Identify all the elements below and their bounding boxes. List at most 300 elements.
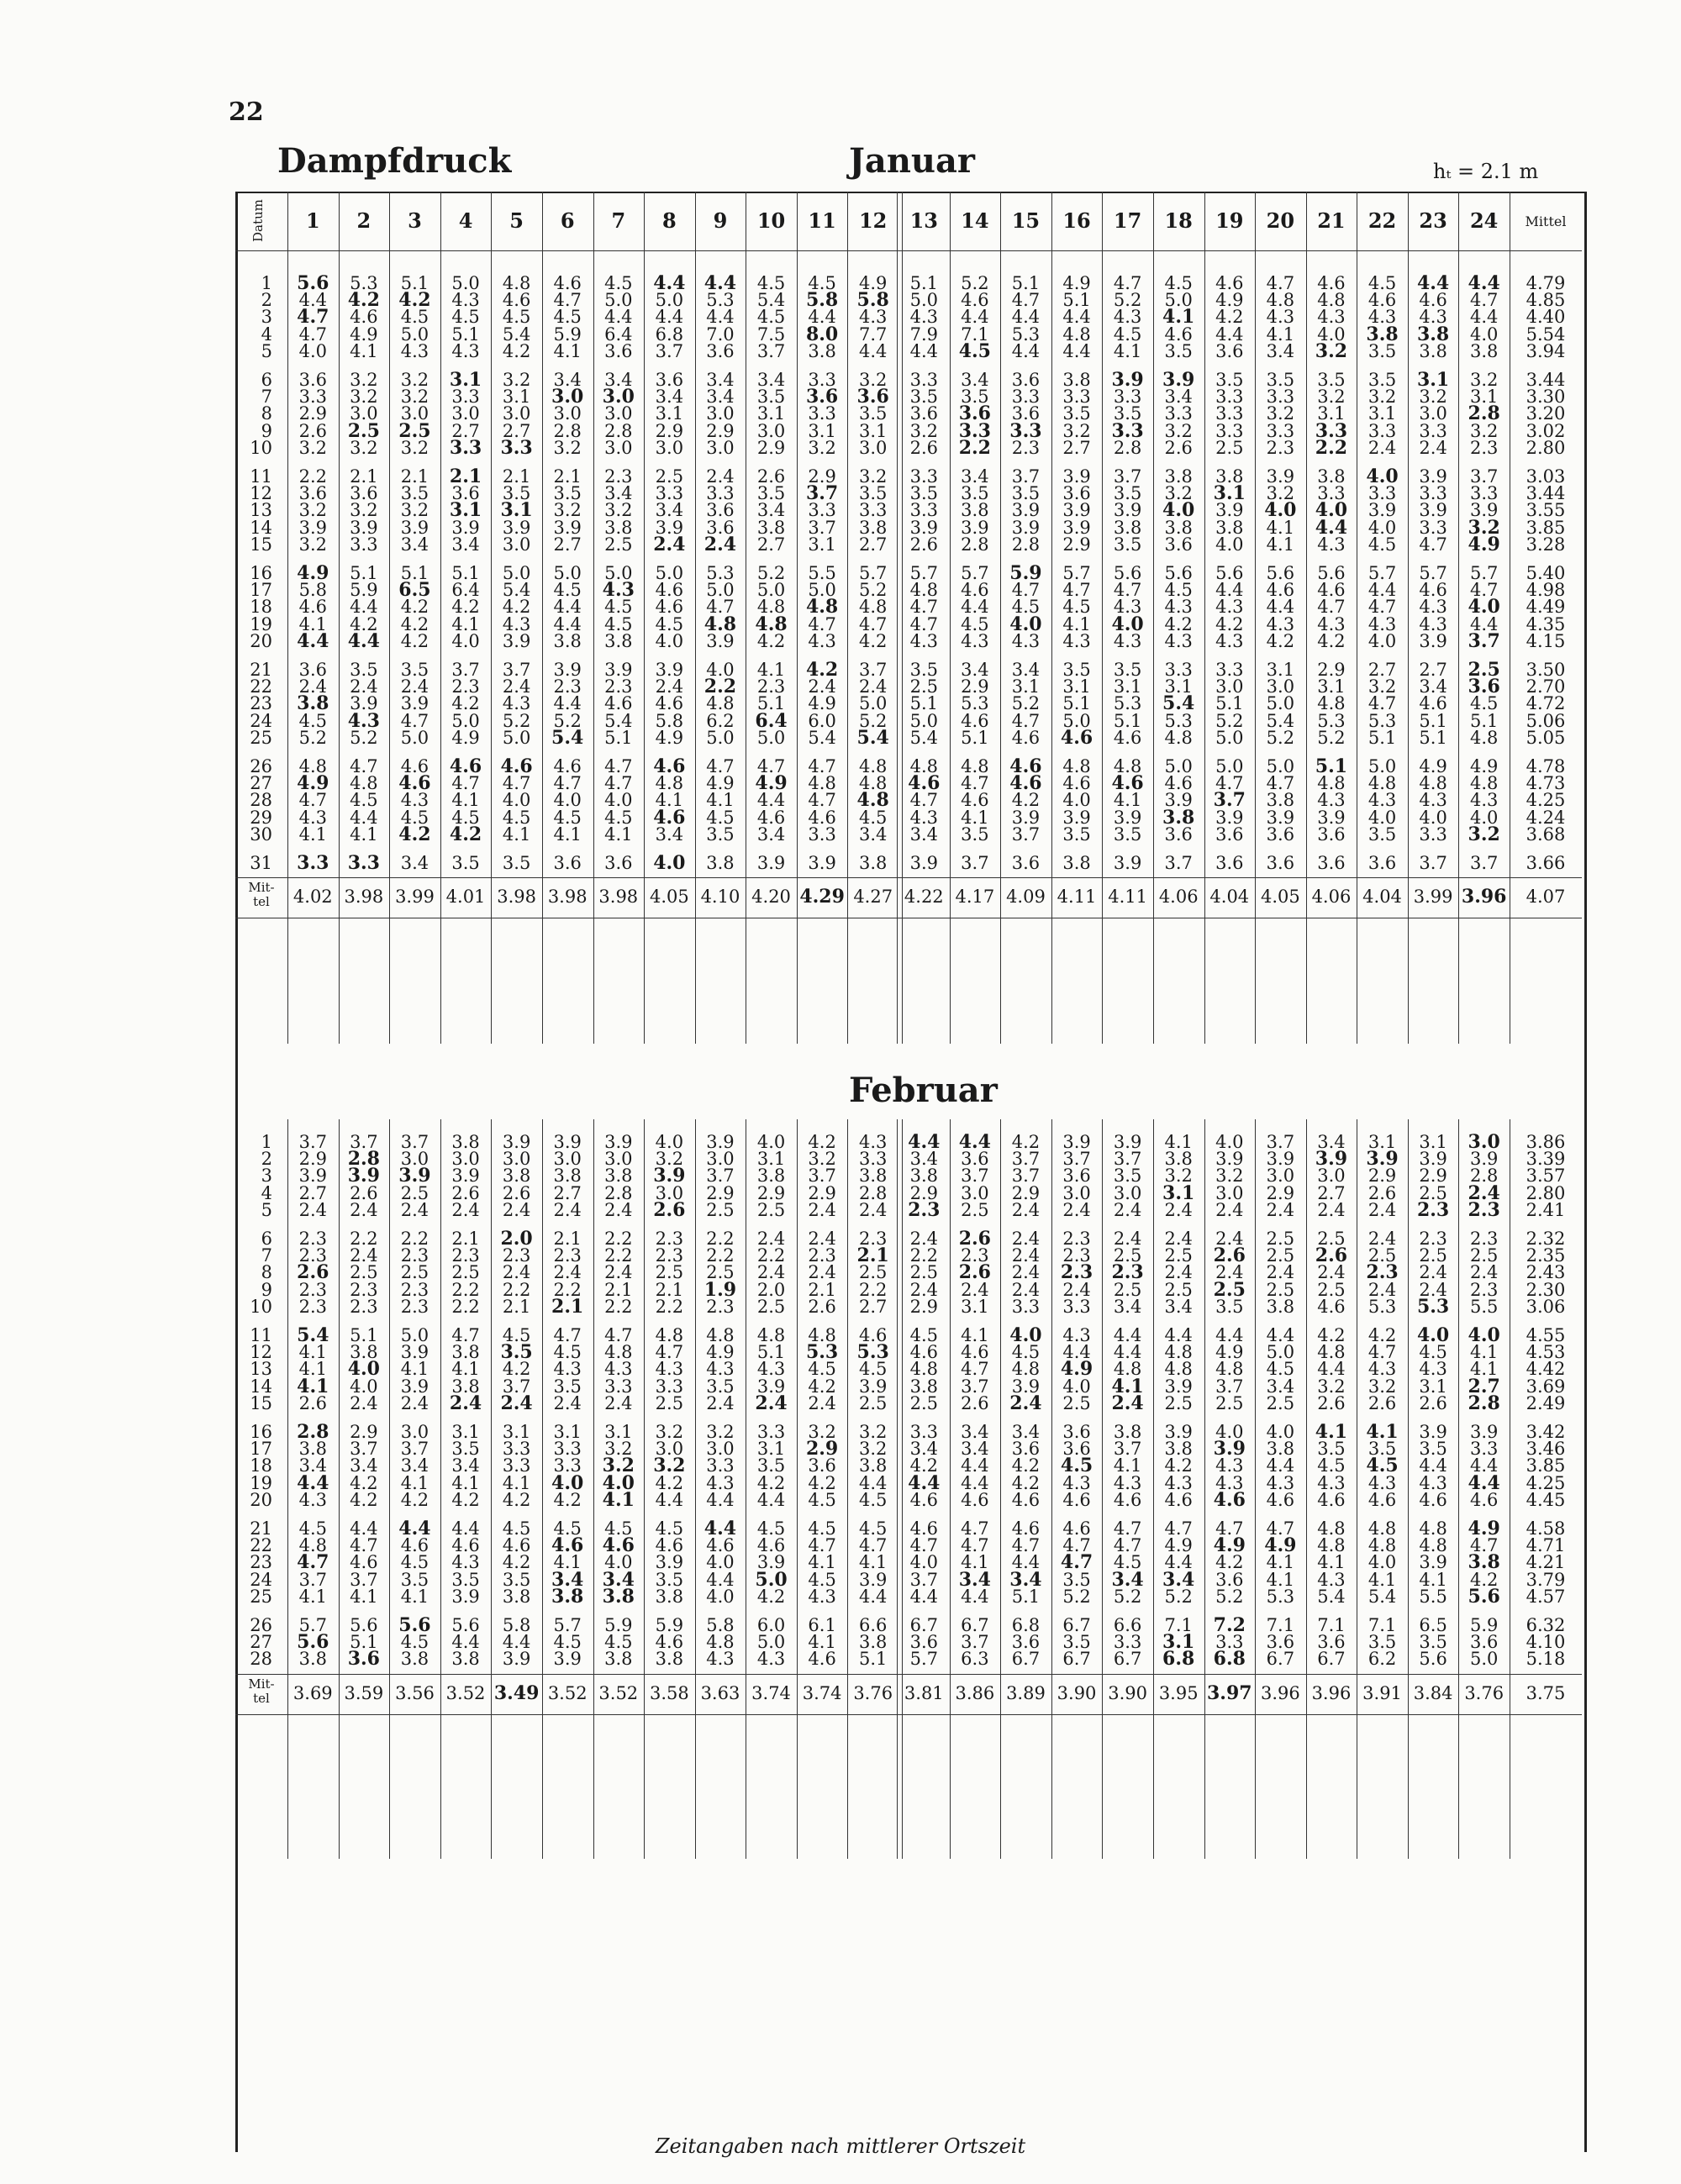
table-cell: 3.6 xyxy=(1317,824,1346,845)
table-cell: 4.5 xyxy=(604,1632,633,1653)
row-mean: 3.85 xyxy=(1526,517,1566,538)
table-cell: 2.4 xyxy=(808,1229,836,1249)
table-cell: 4.4 xyxy=(961,1586,989,1607)
table-cell: 2.3 xyxy=(756,676,786,697)
table-cell: 2.4 xyxy=(500,1392,533,1414)
table-cell: 3.3 xyxy=(808,824,836,845)
table-cell: 4.2 xyxy=(1469,1569,1499,1590)
table-cell: 4.4 xyxy=(1164,1325,1193,1345)
table-cell: 4.6 xyxy=(449,755,482,777)
row-mean: 2.41 xyxy=(1526,1199,1566,1220)
table-cell: 2.4 xyxy=(449,1392,482,1414)
table-cell: 3.7 xyxy=(1469,466,1499,487)
table-cell: 4.6 xyxy=(350,1552,378,1573)
table-cell: 6.1 xyxy=(808,1615,836,1635)
row-mean: 3.44 xyxy=(1526,483,1566,504)
table-cell: 4.5 xyxy=(502,307,531,328)
table-cell: 4.1 xyxy=(400,1359,429,1380)
table-cell: 3.3 xyxy=(1062,387,1091,408)
table-cell: 2.9 xyxy=(756,437,786,458)
table-cell: 4.6 xyxy=(909,1489,938,1510)
table-cell: 4.5 xyxy=(1011,1342,1041,1363)
table-cell: 4.3 xyxy=(1215,597,1244,618)
table-cell: 3.2 xyxy=(655,1149,684,1170)
table-cell: 3.2 xyxy=(1367,1376,1397,1397)
table-cell: 4.3 xyxy=(1419,1359,1447,1380)
table-cell: 3.3 xyxy=(1315,419,1348,442)
table-cell: 5.2 xyxy=(1011,693,1041,714)
table-cell: 2.4 xyxy=(1469,1262,1499,1283)
row-day-16: 16 xyxy=(250,563,272,583)
row-day-18: 18 xyxy=(250,1455,272,1476)
table-cell: 2.3 xyxy=(1062,1229,1091,1249)
table-cell: 3.3 xyxy=(297,852,329,874)
table-cell: 5.0 xyxy=(553,563,582,583)
table-cell: 4.4 xyxy=(1315,516,1348,539)
table-cell: 4.7 xyxy=(1011,580,1041,601)
table-cell: 3.8 xyxy=(1215,466,1244,487)
table-cell: 3.2 xyxy=(1367,676,1397,697)
table-cell: 4.0 xyxy=(604,1552,633,1573)
table-cell: 2.1 xyxy=(856,1245,889,1267)
table-cell: 3.6 xyxy=(1469,1632,1499,1653)
row-mean: 4.42 xyxy=(1526,1359,1566,1380)
table-cell: 4.1 xyxy=(350,340,378,361)
table-cell: 2.2 xyxy=(604,1229,633,1249)
table-cell: 4.5 xyxy=(1113,1552,1142,1573)
table-cell: 4.3 xyxy=(1011,630,1041,651)
table-cell: 4.1 xyxy=(350,1586,378,1607)
table-cell: 4.6 xyxy=(655,597,684,618)
table-cell: 6.6 xyxy=(1113,1615,1142,1635)
row-mean: 3.20 xyxy=(1526,403,1566,424)
row-day-11: 11 xyxy=(250,466,272,487)
table-cell: 3.7 xyxy=(1213,789,1246,812)
table-cell: 4.7 xyxy=(909,613,938,634)
table-cell: 2.3 xyxy=(1416,1198,1450,1221)
table-cell: 2.3 xyxy=(553,1245,582,1266)
table-cell: 3.6 xyxy=(1011,403,1041,424)
table-cell: 4.5 xyxy=(655,1518,684,1539)
table-cell: 2.2 xyxy=(298,466,327,487)
table-cell: 3.3 xyxy=(1111,419,1144,442)
table-cell: 3.6 xyxy=(1266,853,1295,873)
row-mean: 5.18 xyxy=(1526,1649,1566,1670)
row-mean: 4.24 xyxy=(1526,807,1566,828)
table-cell: 3.8 xyxy=(1164,1439,1193,1460)
table-cell: 4.7 xyxy=(604,756,633,776)
table-cell: 3.7 xyxy=(1469,853,1499,873)
table-cell: 4.7 xyxy=(961,1359,989,1380)
table-cell: 4.5 xyxy=(858,1518,888,1539)
footer-note: Zeitangaben nach mittlerer Ortszeit xyxy=(655,2134,1026,2158)
table-cell: 5.8 xyxy=(298,580,327,601)
table-cell: 2.3 xyxy=(400,1296,429,1317)
table-cell: 5.2 xyxy=(1215,1586,1244,1607)
table-cell: 4.1 xyxy=(1113,790,1142,811)
table-cell: 2.4 xyxy=(1009,1392,1042,1414)
table-cell: 3.6 xyxy=(1266,1632,1295,1653)
table-cell: 5.0 xyxy=(808,580,836,601)
table-cell: 4.3 xyxy=(1062,1325,1091,1345)
table-cell: 4.3 xyxy=(706,1359,735,1380)
table-cell: 4.1 xyxy=(1162,306,1195,329)
table-cell: 4.4 xyxy=(1164,1552,1193,1573)
mittel-cell: 4.01 xyxy=(445,887,486,908)
table-cell: 4.7 xyxy=(961,773,989,794)
row-mean: 3.66 xyxy=(1526,853,1566,873)
table-cell: 4.2 xyxy=(1215,307,1244,328)
table-cell: 3.0 xyxy=(604,437,633,458)
table-cell: 4.1 xyxy=(298,824,327,845)
table-cell: 3.9 xyxy=(1164,1376,1193,1397)
table-cell: 2.8 xyxy=(1468,1392,1500,1414)
table-cell: 2.4 xyxy=(350,676,378,697)
row-mean: 2.70 xyxy=(1526,676,1566,697)
table-cell: 4.9 xyxy=(1215,290,1244,311)
header-hour-8: 8 xyxy=(662,208,677,233)
table-cell: 4.8 xyxy=(961,756,989,776)
table-cell: 4.7 xyxy=(1113,273,1142,293)
table-cell: 3.6 xyxy=(1317,853,1346,873)
table-cell: 4.6 xyxy=(602,1534,635,1557)
table-cell: 2.5 xyxy=(1266,1392,1295,1413)
table-cell: 4.3 xyxy=(1367,1359,1397,1380)
table-cell: 4.5 xyxy=(553,1342,582,1363)
table-cell: 3.4 xyxy=(1111,1568,1144,1591)
table-cell: 2.3 xyxy=(1111,1261,1144,1284)
table-cell: 3.7 xyxy=(1011,1166,1041,1187)
table-cell: 2.9 xyxy=(298,1149,327,1170)
table-cell: 2.5 xyxy=(961,1199,989,1220)
table-cell: 4.5 xyxy=(1164,580,1193,601)
mittel-cell: 3.89 xyxy=(1006,1682,1046,1703)
table-cell: 3.7 xyxy=(805,482,839,505)
row-day-7: 7 xyxy=(261,1245,272,1266)
table-cell: 2.5 xyxy=(1062,1392,1091,1413)
mittel-cell: 3.63 xyxy=(700,1682,740,1703)
table-cell: 2.4 xyxy=(400,1199,429,1220)
table-cell: 3.5 xyxy=(1367,824,1397,845)
table-cell: 4.3 xyxy=(604,1359,633,1380)
table-cell: 3.3 xyxy=(1367,483,1397,504)
table-cell: 2.1 xyxy=(604,1279,633,1300)
table-cell: 4.9 xyxy=(1419,756,1447,776)
table-cell: 3.3 xyxy=(909,466,938,487)
table-cell: 4.0 xyxy=(706,1552,735,1573)
table-cell: 5.4 xyxy=(1162,692,1195,715)
table-cell: 4.7 xyxy=(553,290,582,311)
table-cell: 3.5 xyxy=(451,1569,480,1590)
table-cell: 3.3 xyxy=(1367,420,1397,441)
table-cell: 3.9 xyxy=(1419,630,1447,651)
table-cell: 4.6 xyxy=(909,1342,938,1363)
table-cell: 4.2 xyxy=(808,1132,836,1152)
table-cell: 5.2 xyxy=(961,273,989,293)
table-cell: 4.8 xyxy=(858,773,888,794)
row-day-9: 9 xyxy=(261,420,272,441)
table-cell: 5.0 xyxy=(400,324,429,345)
table-cell: 5.7 xyxy=(1469,563,1499,583)
table-cell: 2.8 xyxy=(858,1182,888,1203)
mittel-cell: 4.02 xyxy=(292,887,333,908)
table-cell: 3.1 xyxy=(1317,403,1346,424)
table-cell: 4.1 xyxy=(1164,1132,1193,1152)
table-cell: 3.2 xyxy=(1266,483,1295,504)
table-cell: 3.5 xyxy=(1317,1439,1346,1460)
table-cell: 5.4 xyxy=(1367,1586,1397,1607)
table-cell: 4.2 xyxy=(1215,613,1244,634)
table-cell: 4.0 xyxy=(604,790,633,811)
table-cell: 4.6 xyxy=(1062,1489,1091,1510)
table-cell: 3.3 xyxy=(502,1455,531,1476)
table-cell: 2.4 xyxy=(502,676,531,697)
table-cell: 3.9 xyxy=(1213,1438,1246,1460)
table-cell: 3.4 xyxy=(604,370,633,390)
table-cell: 5.5 xyxy=(1469,1296,1499,1317)
table-cell: 2.5 xyxy=(604,534,633,555)
table-cell: 3.4 xyxy=(909,1439,938,1460)
table-cell: 3.7 xyxy=(1113,466,1142,487)
table-cell: 4.8 xyxy=(756,597,786,618)
table-cell: 3.6 xyxy=(1011,370,1041,390)
table-cell: 3.7 xyxy=(1266,1132,1295,1152)
table-cell: 2.4 xyxy=(400,676,429,697)
table-cell: 2.8 xyxy=(604,1182,633,1203)
row-day-31: 31 xyxy=(250,853,272,873)
table-cell: 6.8 xyxy=(655,324,684,345)
table-cell: 3.2 xyxy=(808,437,836,458)
table-cell: 4.1 xyxy=(1062,613,1091,634)
table-cell: 3.6 xyxy=(655,370,684,390)
table-cell: 4.4 xyxy=(908,1471,941,1494)
table-cell: 5.1 xyxy=(451,324,480,345)
table-cell: 4.3 xyxy=(909,307,938,328)
table-cell: 2.4 xyxy=(1164,1199,1193,1220)
table-cell: 4.4 xyxy=(909,1586,938,1607)
table-cell: 4.4 xyxy=(451,1632,480,1653)
row-day-4: 4 xyxy=(261,1182,272,1203)
table-cell: 3.6 xyxy=(1317,1632,1346,1653)
table-cell: 3.3 xyxy=(1317,483,1346,504)
table-cell: 3.9 xyxy=(1315,1148,1348,1171)
table-cell: 3.7 xyxy=(1011,1149,1041,1170)
row-mean: 2.80 xyxy=(1526,1182,1566,1203)
row-day-13: 13 xyxy=(250,1359,272,1380)
table-cell: 5.3 xyxy=(805,1341,839,1364)
table-cell: 3.1 xyxy=(451,1422,480,1442)
table-cell: 5.4 xyxy=(604,710,633,731)
table-cell: 4.2 xyxy=(347,289,380,312)
table-cell: 3.9 xyxy=(604,1132,633,1152)
table-cell: 2.4 xyxy=(1468,1181,1500,1204)
table-cell: 3.8 xyxy=(451,1376,480,1397)
table-cell: 3.0 xyxy=(1468,1131,1500,1153)
table-cell: 4.3 xyxy=(1266,1472,1295,1493)
table-cell: 5.1 xyxy=(350,1325,378,1345)
table-cell: 4.4 xyxy=(961,597,989,618)
table-cell: 5.2 xyxy=(1164,1586,1193,1607)
table-cell: 4.4 xyxy=(961,307,989,328)
table-cell: 6.5 xyxy=(398,579,431,602)
table-cell: 2.8 xyxy=(1011,534,1041,555)
table-cell: 4.1 xyxy=(298,613,327,634)
month-title-januar: Januar xyxy=(849,141,975,181)
table-cell: 4.3 xyxy=(1317,1472,1346,1493)
table-cell: 4.6 xyxy=(1419,580,1447,601)
table-cell: 3.9 xyxy=(1113,1132,1142,1152)
table-cell: 5.4 xyxy=(1266,710,1295,731)
table-cell: 6.7 xyxy=(1062,1649,1091,1670)
table-cell: 4.6 xyxy=(400,756,429,776)
table-cell: 2.4 xyxy=(298,676,327,697)
table-cell: 3.9 xyxy=(502,517,531,538)
table-cell: 2.3 xyxy=(502,1245,531,1266)
table-cell: 7.5 xyxy=(756,324,786,345)
table-cell: 4.8 xyxy=(1419,1535,1447,1556)
table-cell: 3.2 xyxy=(1164,483,1193,504)
table-cell: 4.7 xyxy=(604,773,633,794)
row-day-10: 10 xyxy=(250,437,272,458)
table-cell: 3.8 xyxy=(1062,370,1091,390)
table-cell: 3.3 xyxy=(909,1422,938,1442)
table-cell: 3.9 xyxy=(502,630,531,651)
table-cell: 3.1 xyxy=(449,369,482,391)
table-cell: 4.2 xyxy=(553,1489,582,1510)
row-mean: 4.71 xyxy=(1526,1535,1566,1556)
table-cell: 4.9 xyxy=(350,324,378,345)
table-cell: 3.4 xyxy=(756,500,786,521)
table-cell: 2.4 xyxy=(1164,1229,1193,1249)
table-cell: 3.3 xyxy=(1419,483,1447,504)
table-cell: 6.7 xyxy=(1113,1649,1142,1670)
table-cell: 5.0 xyxy=(1062,710,1091,731)
row-day-14: 14 xyxy=(250,1376,272,1397)
row-day-21: 21 xyxy=(250,1518,272,1539)
table-cell: 4.1 xyxy=(655,790,684,811)
table-cell: 5.6 xyxy=(1164,563,1193,583)
header-hour-23: 23 xyxy=(1419,208,1447,233)
table-cell: 3.8 xyxy=(297,692,329,715)
table-cell: 4.2 xyxy=(1011,1472,1041,1493)
table-cell: 4.2 xyxy=(909,1455,938,1476)
table-cell: 2.3 xyxy=(1469,1229,1499,1249)
table-cell: 4.4 xyxy=(347,629,380,652)
table-cell: 3.6 xyxy=(604,853,633,873)
table-cell: 4.8 xyxy=(909,756,938,776)
row-mean: 3.44 xyxy=(1526,370,1566,390)
table-cell: 4.8 xyxy=(1113,1359,1142,1380)
table-cell: 4.4 xyxy=(1062,340,1091,361)
table-cell: 4.4 xyxy=(350,1518,378,1539)
row-mean: 4.25 xyxy=(1526,1472,1566,1493)
table-cell: 4.1 xyxy=(400,1472,429,1493)
table-cell: 3.9 xyxy=(756,1552,786,1573)
table-cell: 2.7 xyxy=(553,534,582,555)
table-cell: 3.9 xyxy=(1062,807,1091,828)
table-cell: 4.6 xyxy=(756,1535,786,1556)
table-cell: 3.4 xyxy=(1164,1296,1193,1317)
table-cell: 4.1 xyxy=(502,824,531,845)
mittel-cell: 3.74 xyxy=(802,1682,842,1703)
row-day-7: 7 xyxy=(261,387,272,408)
table-cell: 3.1 xyxy=(1164,676,1193,697)
table-cell: 4.6 xyxy=(604,693,633,714)
table-cell: 4.0 xyxy=(1367,1552,1397,1573)
header-datum: Datum xyxy=(250,199,266,242)
table-cell: 4.3 xyxy=(451,290,480,311)
table-cell: 3.7 xyxy=(756,340,786,361)
table-cell: 6.7 xyxy=(1317,1649,1346,1670)
table-cell: 4.3 xyxy=(1266,613,1295,634)
table-cell: 3.3 xyxy=(808,500,836,521)
table-cell: 2.5 xyxy=(909,676,938,697)
table-cell: 3.5 xyxy=(1419,1439,1447,1460)
table-cell: 4.5 xyxy=(858,807,888,828)
table-cell: 4.7 xyxy=(553,773,582,794)
table-cell: 4.3 xyxy=(1266,307,1295,328)
table-cell: 2.9 xyxy=(350,1422,378,1442)
table-cell: 3.9 xyxy=(655,660,684,680)
table-cell: 3.2 xyxy=(655,1422,684,1442)
table-cell: 4.4 xyxy=(908,1131,941,1153)
table-cell: 4.0 xyxy=(1009,613,1042,635)
table-cell: 2.4 xyxy=(1317,1262,1346,1283)
header-hour-10: 10 xyxy=(756,208,786,233)
table-cell: 6.8 xyxy=(1162,1648,1195,1671)
table-cell: 3.3 xyxy=(1062,1296,1091,1317)
table-cell: 4.4 xyxy=(961,1472,989,1493)
table-cell: 3.7 xyxy=(655,340,684,361)
header-hour-7: 7 xyxy=(611,208,626,233)
table-cell: 3.2 xyxy=(1062,420,1091,441)
table-cell: 5.7 xyxy=(858,563,888,583)
table-cell: 5.7 xyxy=(553,1615,582,1635)
table-cell: 5.9 xyxy=(350,580,378,601)
row-mean: 4.98 xyxy=(1526,580,1566,601)
table-cell: 3.0 xyxy=(655,437,684,458)
table-cell: 5.6 xyxy=(451,1615,480,1635)
table-cell: 4.6 xyxy=(1419,290,1447,311)
table-cell: 4.1 xyxy=(1266,324,1295,345)
table-cell: 3.9 xyxy=(1419,500,1447,521)
table-cell: 3.5 xyxy=(400,483,429,504)
table-cell: 4.9 xyxy=(858,273,888,293)
table-cell: 3.3 xyxy=(502,1439,531,1460)
table-cell: 4.4 xyxy=(1416,272,1450,294)
table-cell: 4.2 xyxy=(805,659,839,681)
header-hour-6: 6 xyxy=(560,208,575,233)
table-cell: 7.1 xyxy=(1164,1615,1193,1635)
table-cell: 5.6 xyxy=(1419,1649,1447,1670)
table-cell: 4.1 xyxy=(298,1359,327,1380)
table-cell: 3.6 xyxy=(961,1149,989,1170)
table-cell: 3.3 xyxy=(1009,419,1042,442)
table-cell: 4.1 xyxy=(553,1552,582,1573)
table-cell: 3.5 xyxy=(909,483,938,504)
table-cell: 3.9 xyxy=(756,853,786,873)
header-hour-13: 13 xyxy=(909,208,938,233)
table-cell: 2.5 xyxy=(1266,1279,1295,1300)
table-cell: 4.1 xyxy=(808,1552,836,1573)
table-cell: 5.2 xyxy=(1113,1586,1142,1607)
table-cell: 4.2 xyxy=(502,1489,531,1510)
mittel-cell: 4.10 xyxy=(700,887,740,908)
mittel-cell: 3.98 xyxy=(598,887,639,908)
table-cell: 4.7 xyxy=(298,790,327,811)
table-cell: 4.1 xyxy=(858,1552,888,1573)
table-cell: 2.3 xyxy=(1062,1245,1091,1266)
